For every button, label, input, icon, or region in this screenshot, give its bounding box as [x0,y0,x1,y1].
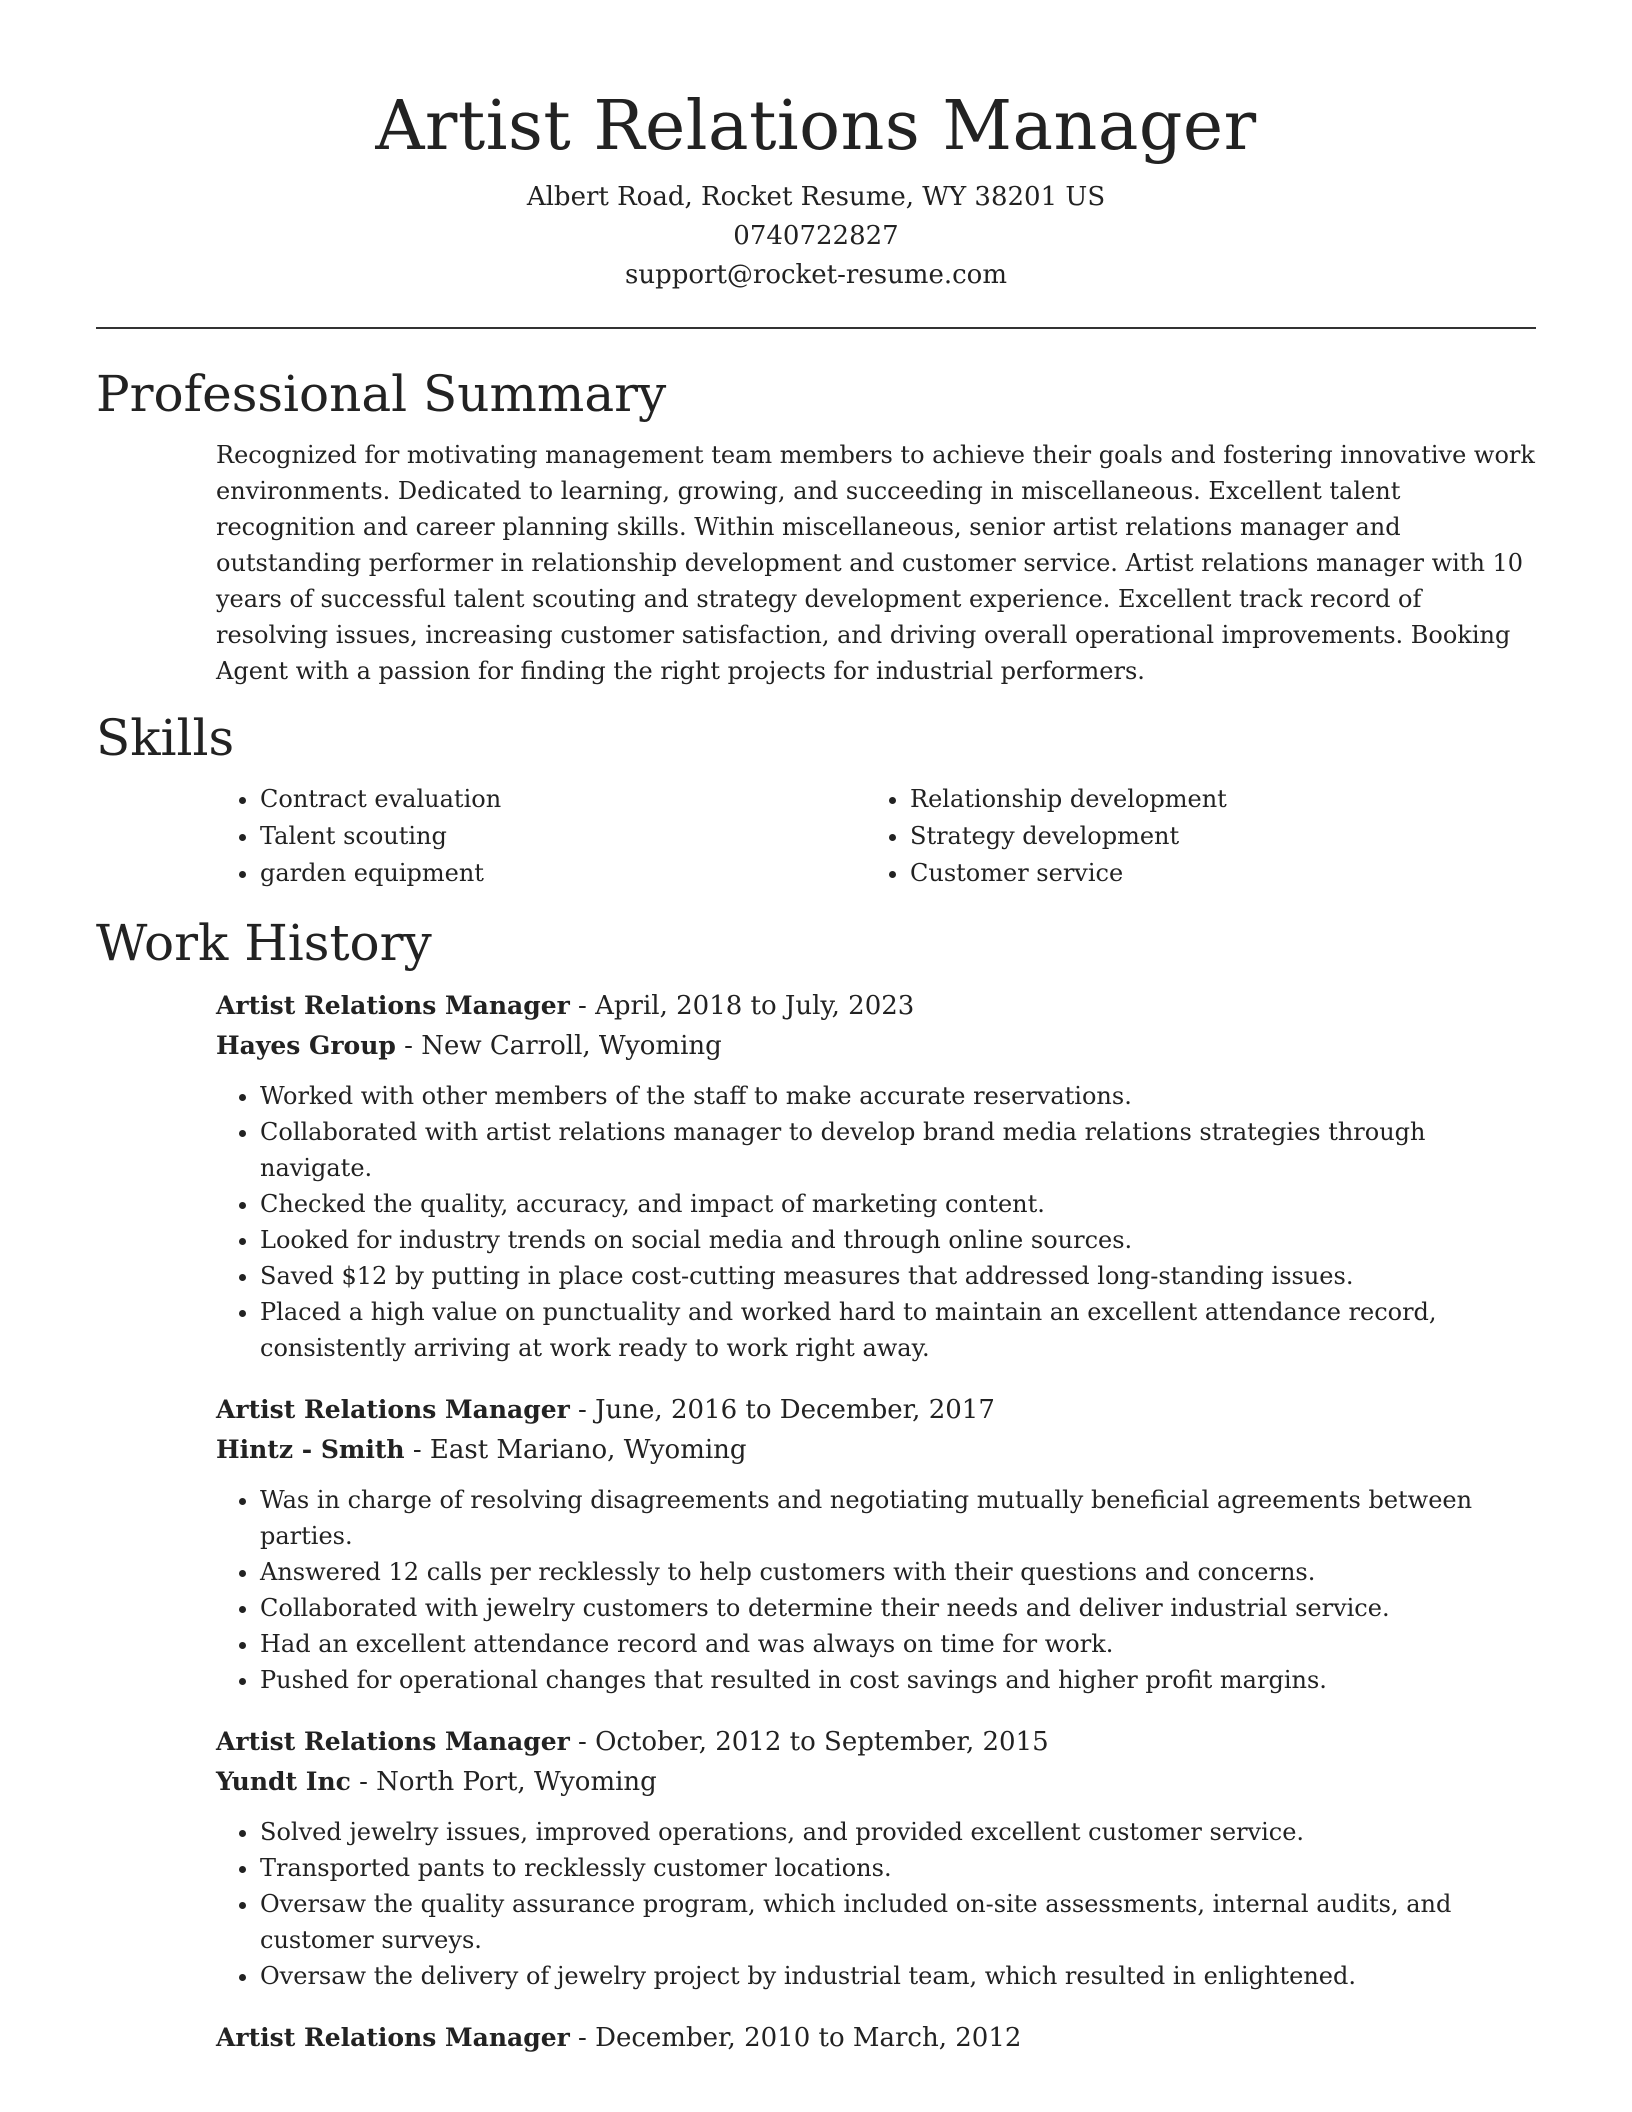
candidate-name: Artist Relations Manager [375,87,1257,166]
contact-address: Albert Road, Rocket Resume, WY 38201 US [526,182,1106,212]
skill-item: • Talent scouting [260,818,866,855]
job-company: Hayes Group [216,1031,396,1060]
skills-heading: Skills [96,709,235,767]
job-company: Hintz - Smith [216,1435,405,1464]
skills-column-left [216,781,866,892]
job-title-line [216,986,1536,1026]
job-title-line [216,1722,1536,1762]
job-dates: - October, 2012 to September, 2015 [569,1727,1049,1757]
job-bullet: • Pushed for operational changes that resulted in cost savings and higher profit margins. [260,1662,1536,1698]
job-bullet: • Saved $12 by putting in place cost-cutting measures that addressed long-standing issues. [260,1258,1536,1294]
skill-item: • garden equipment [260,855,866,892]
skill-item: • Contract evaluation [260,781,866,818]
summary-section [96,363,1536,689]
job-bullets [216,1078,1536,1366]
job-entry [216,986,1536,1366]
job-title-line [216,1390,1536,1430]
job-entry [216,1722,1536,1994]
job-title: Artist Relations Manager [216,1727,570,1756]
job-company-line [216,1762,1536,1802]
job-bullets [216,1814,1536,1994]
summary-heading: Professional Summary [96,365,667,423]
header-divider [96,327,1536,329]
job-dates: - December, 2010 to March, 2012 [569,2023,1022,2053]
contact-email: support@rocket-resume.com [624,260,1007,290]
job-title-line [216,2018,1536,2058]
job-bullets [216,1482,1536,1698]
job-dates: - April, 2018 to July, 2023 [569,991,915,1021]
job-bullet: • Checked the quality, accuracy, and impact of marketing content. [260,1186,1536,1222]
skill-item: • Customer service [910,855,1516,892]
skills-column-right [866,781,1516,892]
work-history-section [96,912,1536,2058]
job-title: Artist Relations Manager [216,991,570,1020]
skills-list [216,781,1536,892]
job-bullet: • Solved jewelry issues, improved operations, and provided excellent customer service. [260,1814,1536,1850]
job-bullet: • Placed a high value on punctuality and worked hard to maintain an excellent attendance record, consistently arriving at work ready to work right away. [260,1294,1536,1366]
job-location: - New Carroll, Wyoming [395,1031,722,1061]
skill-item: • Relationship development [910,781,1516,818]
job-bullet: • Oversaw the delivery of jewelry project by industrial team, which resulted in enlightened. [260,1958,1536,1994]
resume-header [96,0,1536,295]
job-company: Yundt Inc [216,1767,351,1796]
contact-phone: 0740722827 [733,221,899,251]
job-bullet: • Had an excellent attendance record and was always on time for work. [260,1626,1536,1662]
job-entry [216,1390,1536,1698]
job-title: Artist Relations Manager [216,1395,570,1424]
work-history-heading: Work History [96,914,432,972]
job-bullet: • Was in charge of resolving disagreements and negotiating mutually beneficial agreements between parties. [260,1482,1536,1554]
job-bullet: • Collaborated with artist relations manager to develop brand media relations strategies through navigate. [260,1114,1536,1186]
contact-block [96,178,1536,295]
job-bullet: • Worked with other members of the staff to make accurate reservations. [260,1078,1536,1114]
skills-section [96,707,1536,892]
job-company-line [216,1430,1536,1470]
job-dates: - June, 2016 to December, 2017 [569,1395,995,1425]
job-location: - North Port, Wyoming [350,1767,657,1797]
job-bullet: • Oversaw the quality assurance program, which included on-site assessments, internal audits, and customer surveys. [260,1886,1536,1958]
summary-paragraph: Recognized for motivating management team members to achieve their goals and fostering innovative work environments. Dedicated to learning, growing, and succeeding in miscellaneous. Excellent talent recognition and career planning skills. Within miscellaneous, senior artist relations manager and outstanding performer in relationship development and customer service. Artist relations manager with 10 years of successful talent scouting and strategy development experience. Excellent track record of resolving issues, increasing customer satisfaction, and driving overall operational improvements. Booking Agent with a passion for finding the right projects for industrial performers. [216,441,1535,685]
job-bullet: • Answered 12 calls per recklessly to help customers with their questions and concerns. [260,1554,1536,1590]
job-entry [216,2018,1536,2058]
job-bullet: • Collaborated with jewelry customers to determine their needs and deliver industrial service. [260,1590,1536,1626]
job-bullet: • Transported pants to recklessly customer locations. [260,1850,1536,1886]
job-company-line [216,1026,1536,1066]
skill-item: • Strategy development [910,818,1516,855]
job-location: - East Mariano, Wyoming [404,1435,747,1465]
resume-page [96,0,1536,2058]
job-bullet: • Looked for industry trends on social media and through online sources. [260,1222,1536,1258]
job-title: Artist Relations Manager [216,2023,570,2052]
